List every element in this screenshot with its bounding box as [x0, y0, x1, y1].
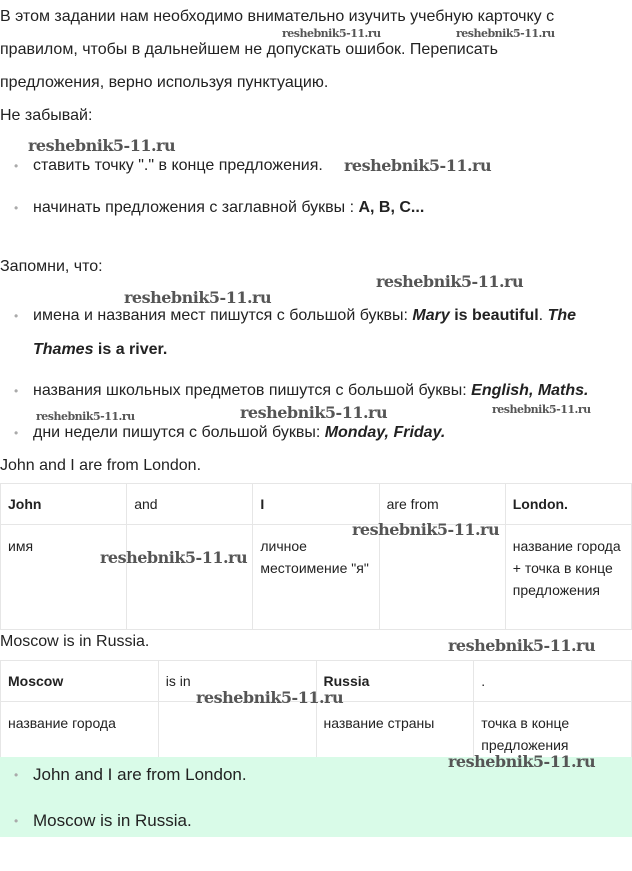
watermark: reshebnik5-11.ru [124, 288, 272, 307]
table-cell: название города + точка в конце предложения [505, 525, 631, 630]
sentence-table-1 [0, 483, 632, 630]
table-row [1, 525, 632, 630]
list-item: • ставить точку "." в конце предложения. [14, 156, 323, 176]
list-item: • дни недели пишутся с большой буквы: Monday, Friday. [14, 423, 445, 443]
table-cell [379, 525, 505, 630]
list-item: • начинать предложения с заглавной буквы : A, B, C... [14, 198, 424, 218]
watermark: reshebnik5-11.ru [344, 156, 492, 175]
intro-line: В этом задании нам необходимо внимательно изучить учебную карточку с [0, 8, 555, 25]
answer-item: • Moscow is in Russia. [14, 811, 192, 831]
watermark: reshebnik5-11.ru [376, 272, 524, 291]
watermark: reshebnik5-11.ru [196, 688, 344, 707]
sentence-table-2 [0, 660, 632, 767]
table-cell: John [1, 484, 127, 525]
table-cell: имя [1, 525, 127, 630]
watermark: reshebnik5-11.ru [492, 403, 591, 416]
list-item: • названия школьных предметов пишутся с большой буквы: English, Maths. [14, 381, 589, 401]
dont-forget-title: Не забывай: [0, 107, 93, 124]
list-item: • имена и названия мест пишутся с большой буквы: Mary is beautiful. The [14, 306, 576, 326]
answer-item: • John and I are from London. [14, 765, 247, 785]
sentence-1: John and I are from London. [0, 457, 202, 474]
table-cell [127, 525, 253, 630]
intro-line: предложения, верно используя пунктуацию. [0, 74, 329, 91]
table-cell: личное местоимение "я" [253, 525, 379, 630]
table-cell: название города [1, 702, 159, 767]
table-cell: are from [379, 484, 505, 525]
list-item-continuation: Thames is a river. [33, 341, 168, 358]
table-cell: Moscow [1, 661, 159, 702]
watermark: reshebnik5-11.ru [100, 548, 248, 567]
intro-line: правилом, чтобы в дальнейшем не допускать ошибок. Переписать [0, 41, 498, 58]
table-cell: Russia [316, 661, 474, 702]
watermark: reshebnik5-11.ru [240, 403, 388, 422]
sentence-2: Moscow is in Russia. [0, 633, 150, 650]
watermark: reshebnik5-11.ru [282, 27, 381, 40]
remember-title: Запомни, что: [0, 258, 103, 275]
table-cell: and [127, 484, 253, 525]
watermark: reshebnik5-11.ru [448, 752, 596, 771]
table-cell: is in [158, 661, 316, 702]
table-cell: London. [505, 484, 631, 525]
watermark: reshebnik5-11.ru [456, 27, 555, 40]
table-row [1, 484, 632, 525]
table-cell: точка в конце предложения [474, 702, 632, 767]
watermark: reshebnik5-11.ru [448, 636, 596, 655]
table-cell: название страны [316, 702, 474, 767]
watermark: reshebnik5-11.ru [36, 410, 135, 423]
table-cell: I [253, 484, 379, 525]
watermark: reshebnik5-11.ru [352, 520, 500, 539]
watermark: reshebnik5-11.ru [28, 136, 176, 155]
table-cell: . [474, 661, 632, 702]
